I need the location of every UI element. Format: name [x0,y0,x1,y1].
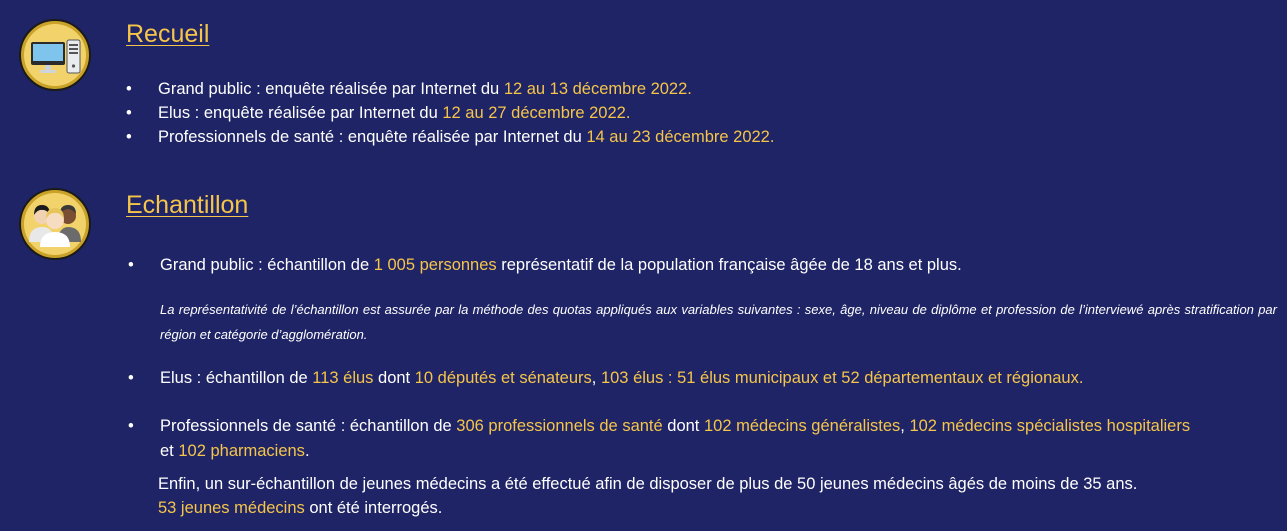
bullet-icon: • [126,104,132,122]
recueil-title: Recueil [126,20,210,48]
people-group-icon [18,187,92,261]
recueil-item-professionnels: • Professionnels de santé : enquête réalisée par Internet du 14 au 23 décembre 2022. [126,128,775,146]
echantillon-item-grand-public: • Grand public : échantillon de 1 005 personnes représentatif de la population française âgée de 18 ans et plus. [128,256,962,274]
recueil-item-elus: • Elus : enquête réalisée par Internet du 12 au 27 décembre 2022. [126,104,631,122]
bullet-icon: • [128,256,134,274]
recueil-item-grand-public: • Grand public : enquête réalisée par Internet du 12 au 13 décembre 2022. [126,80,692,98]
bullet-icon: • [128,369,134,387]
representativite-note: La représentativité de l’échantillon est assurée par la méthode des quotas appliqués aux variables suivantes : sexe, âge, niveau de diplôme et profession de l’interviewé après stratification par région et catégorie d’agglomération. [160,302,1277,342]
bullet-icon: • [126,80,132,98]
computer-icon [18,18,92,92]
bullet-icon: • [126,128,132,146]
enfin-paragraph: Enfin, un sur-échantillon de jeunes médecins a été effectué afin de disposer de plus de 50 jeunes médecins âgés de moins de 35 ans. [158,475,1138,493]
enfin-result: 53 jeunes médecins ont été interrogés. [158,499,443,517]
echantillon-item-elus: • Elus : échantillon de 113 élus dont 10 députés et sénateurs, 103 élus : 51 élus municipaux et 52 départementaux et régionaux. [128,369,1084,387]
echantillon-title: Echantillon [126,191,249,219]
echantillon-item-professionnels-cont: et 102 pharmaciens. [160,442,310,460]
echantillon-item-professionnels: • Professionnels de santé : échantillon de 306 professionnels de santé dont 102 médecins généralistes, 102 médecins spécialistes hospitaliers [128,417,1191,435]
bullet-icon: • [128,417,134,435]
